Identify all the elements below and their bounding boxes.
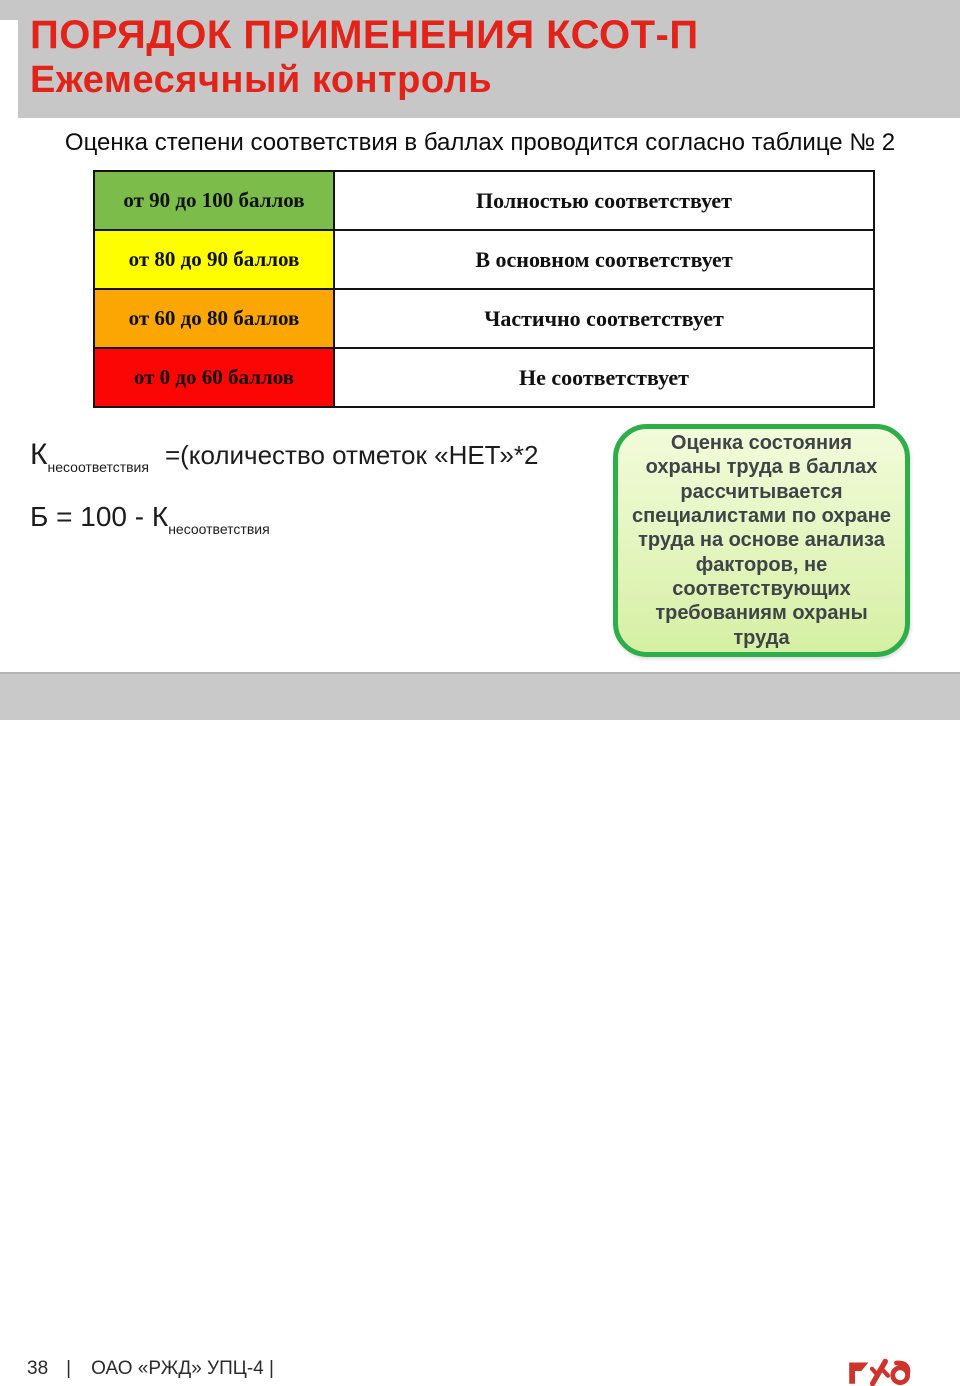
page-number: 38 [27,1358,49,1379]
score-range-cell: от 60 до 80 баллов [94,289,334,348]
callout-text: Оценка состояния охраны труда в баллах рассчитывается специалистами по охране труда на основе анализа факторов, не соответствующих требованиям охраны труда [632,431,891,649]
page-title: ПОРЯДОК ПРИМЕНЕНИЯ КСОТ-П [30,13,699,57]
score-range-cell: от 0 до 60 баллов [94,348,334,407]
callout-box [613,424,910,657]
intro-text: Оценка степени соответствия в баллах проводится согласно таблице № 2 [64,129,896,156]
formula-base: Б = 100 - К [30,501,169,532]
table-row [94,171,874,230]
verdict-cell: Не соответствует [334,348,874,407]
left-margin-notch [0,20,18,118]
verdict-cell: Частично соответствует [334,289,874,348]
table-row [94,348,874,407]
formula-k-nonconformity [30,438,538,475]
formula-expression: =(количество отметок «НЕТ»*2 [164,440,539,470]
score-range-cell: от 80 до 90 баллов [94,230,334,289]
footer-text [27,1358,274,1380]
table-row [94,289,874,348]
formula-score [30,501,270,537]
table-row [94,230,874,289]
footer-separator: | [66,1358,72,1379]
footer-band [0,672,960,1379]
page-subtitle: Ежемесячный контроль [30,59,493,101]
header-band [0,0,960,118]
rzd-logo-icon [846,1358,914,1386]
verdict-cell: Полностью соответствует [334,171,874,230]
score-table [93,170,875,408]
formula-subscript: несоответствия [168,521,270,537]
formula-subscript: несоответствия [47,459,149,475]
score-range-cell: от 90 до 100 баллов [94,171,334,230]
verdict-cell: В основном соответствует [334,230,874,289]
footer-org: ОАО «РЖД» УПЦ-4 | [91,1358,274,1379]
formula-base: К [30,438,48,471]
